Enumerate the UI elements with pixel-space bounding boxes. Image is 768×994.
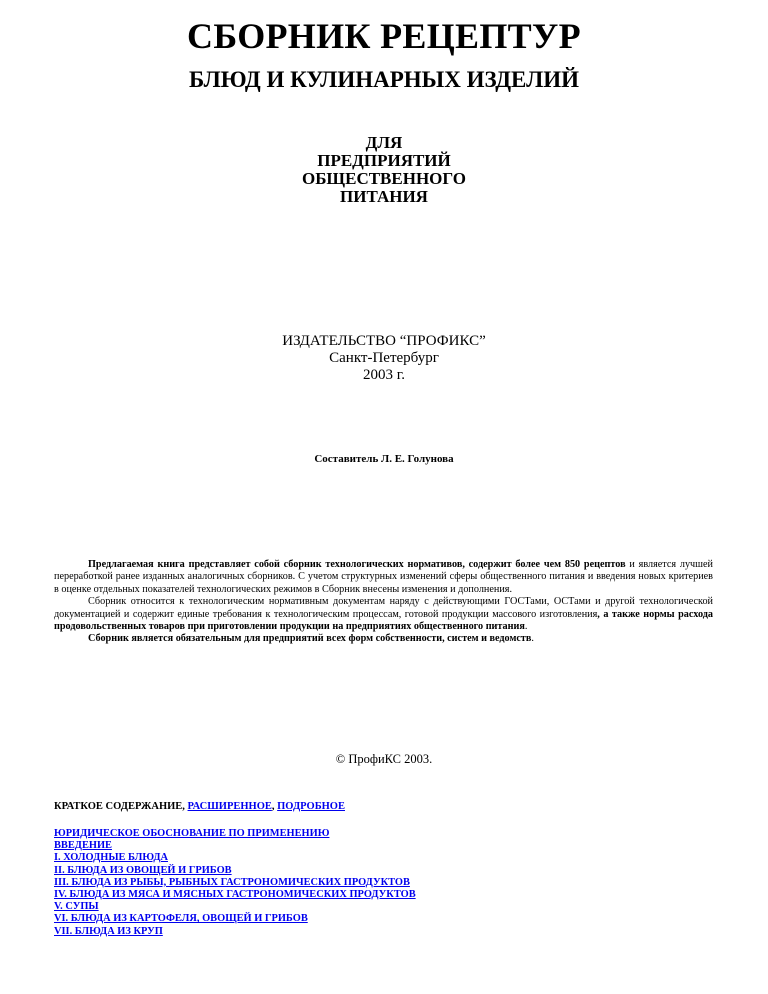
abstract-paragraph: [54, 633, 713, 645]
publisher-year: 2003 г.: [363, 367, 405, 383]
abstract-text: Сборник относится к технологическим нормативным документам наряду с действующими ГОСТами, ОСТами и другой технологической документацией и содержит единые требования к технологическим процессам, готовой продукции массового изготовления: [54, 596, 713, 620]
audience-line: ДЛЯ: [365, 133, 403, 152]
toc-link-cold-dishes[interactable]: I. ХОЛОДНЫЕ БЛЮДА: [54, 852, 168, 864]
toc-link-cereal-dishes[interactable]: VII. БЛЮДА ИЗ КРУП: [54, 925, 163, 937]
compiler-credit: Составитель Л. Е. Голунова: [314, 453, 454, 465]
abstract-bold-text: Предлагаемая книга представляет собой сборник технологических нормативов, содержит более чем 850 рецептов: [88, 559, 626, 570]
toc-link-meat[interactable]: IV. БЛЮДА ИЗ МЯСА И МЯСНЫХ ГАСТРОНОМИЧЕСКИХ ПРОДУКТОВ: [54, 889, 416, 901]
toc-detailed-link[interactable]: ПОДРОБНОЕ: [277, 801, 345, 812]
abstract-text: .: [524, 621, 528, 633]
abstract-paragraph: [54, 559, 713, 596]
publisher-block: [0, 333, 768, 384]
audience-line: ПИТАНИЯ: [340, 187, 428, 206]
toc-header: [54, 801, 345, 812]
toc-extended-link[interactable]: РАСШИРЕННОЕ: [187, 801, 272, 812]
toc-link-fish[interactable]: III. БЛЮДА ИЗ РЫБЫ, РЫБНЫХ ГАСТРОНОМИЧЕСКИХ ПРОДУКТОВ: [54, 876, 410, 888]
toc-link-introduction[interactable]: ВВЕДЕНИЕ: [54, 840, 112, 852]
toc-link-vegetables-mushrooms[interactable]: II. БЛЮДА ИЗ ОВОЩЕЙ И ГРИБОВ: [54, 864, 232, 876]
document-title: СБОРНИК РЕЦЕПТУР: [187, 16, 581, 56]
toc-short-label: КРАТКОЕ СОДЕРЖАНИЕ: [54, 801, 183, 812]
publisher-name: ИЗДАТЕЛЬСТВО “ПРОФИКС”: [282, 333, 486, 349]
audience-block: [0, 134, 768, 206]
table-of-contents: [54, 828, 416, 938]
toc-separator: ,: [182, 801, 188, 812]
toc-link-legal[interactable]: ЮРИДИЧЕСКОЕ ОБОСНОВАНИЕ ПО ПРИМЕНЕНИЮ: [54, 828, 330, 839]
audience-line: ПРЕДПРИЯТИЙ: [317, 151, 451, 170]
toc-link-soups[interactable]: V. СУПЫ: [54, 901, 99, 913]
abstract-paragraph: [54, 596, 713, 633]
toc-link-potato-dishes[interactable]: VI. БЛЮДА ИЗ КАРТОФЕЛЯ, ОВОЩЕЙ И ГРИБОВ: [54, 913, 308, 925]
abstract-text: .: [531, 633, 534, 645]
abstract-bold-text: , а также нормы расхода продовольственных товаров при приготовлении продукции на предприятиях общественного питания: [54, 608, 713, 633]
abstract: [54, 559, 713, 646]
audience-line: ОБЩЕСТВЕННОГО: [301, 169, 467, 188]
abstract-text: и является лучшей переработкой ранее изданных аналогичных сборников. С учетом структурных изменений сферы общественного питания и введения новых критериев в оценке отдельных показателей технологических режимов в Сборник внесены изменения и дополнения.: [54, 559, 713, 595]
toc-separator: ,: [271, 801, 278, 812]
abstract-bold-text: Сборник является обязательным для предприятий всех форм собственности, систем и ведомств: [88, 633, 532, 645]
copyright: © ПрофиКС 2003.: [335, 752, 433, 766]
document-subtitle: БЛЮД И КУЛИНАРНЫХ ИЗДЕЛИЙ: [188, 67, 580, 92]
publisher-city: Санкт-Петербург: [329, 350, 439, 366]
